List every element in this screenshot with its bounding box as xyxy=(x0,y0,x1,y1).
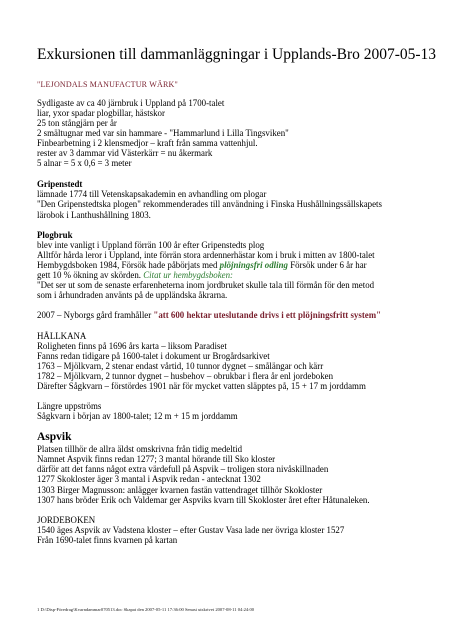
hallkana-line: 1763 – Mjölkvarn, 2 stenar endast vårtid, 10 tunnor dygnet – smålängar och kärr xyxy=(37,361,324,372)
plogbruk-quote: som i århundraden använts på de uppländska åkrarna. xyxy=(37,289,228,300)
plogbruk-text: Hembygdsboken 1984, Försök hade påbörjats med xyxy=(37,259,220,270)
plogbruk-text: Försök under 6 år har xyxy=(287,259,367,270)
document-body xyxy=(37,80,429,545)
plogbruk-line: blev inte vanligt i Uppland förrän 100 år efter Gripenstedts plog xyxy=(37,239,265,250)
upstream-line: Sågkvarn i början av 1800-talet; 12 m + 15 m jorddamm xyxy=(37,411,238,422)
aspvik-line: 1303 Birger Magnusson: anlägger kvarnen fastän vattendraget tillhör Skokloster xyxy=(37,484,323,495)
lejondals-line: Sydligaste av ca 40 järnbruk i Uppland på 1700-talet xyxy=(37,98,225,109)
hallkana-line: Fanns redan tidigare på 1600-talet i dokument ur Brogårdsarkivet xyxy=(37,351,270,362)
aspvik-line: därför att det fanns något extra värdefull på Aspvik – troligen stora nivåskillnaden xyxy=(37,464,329,475)
aspvik-line: Namnet Aspvik finns redan 1277; 3 mantal hörande till Sko kloster xyxy=(37,454,276,465)
gripenstedt-line: "Den Gripenstedtska plogen" rekommenderades till användning i Finska Hushållningssällskapets xyxy=(37,199,382,210)
nyborgs-line xyxy=(37,310,429,320)
lejondals-line: Finbearbetning i 2 klensmedjor – kraft från samma vattenhjul. xyxy=(37,138,258,149)
aspvik-line: 1277 Skokloster äger 3 mantal i Aspvik redan - antecknat 1302 xyxy=(37,474,261,485)
plogbruk-heading: Plogbruk xyxy=(37,229,73,240)
plogbruk-line xyxy=(37,270,429,280)
lejondals-heading: "LEJONDALS MANUFACTUR WÄRK" xyxy=(37,80,178,89)
lejondals-line: rester av 3 dammar vid Västerkärr = nu åkermark xyxy=(37,148,213,159)
section-lejondals xyxy=(37,80,429,168)
section-hallkana xyxy=(37,331,429,421)
section-jordeboken xyxy=(37,515,429,545)
plogbruk-quote: "Det ser ut som de senaste erfarenheterna inom jordbruket skulle tala till förmån för den metod xyxy=(37,279,375,290)
jordeboken-line: Från 1690-talet finns kvarnen på kartan xyxy=(37,534,178,545)
nyborgs-quote-highlight: "att 600 hektar uteslutande drivs i ett plöjningsfritt system" xyxy=(153,309,382,320)
hallkana-heading: HÅLLKANA xyxy=(37,330,87,341)
nyborgs-text: 2007 – Nyborgs gård framhåller xyxy=(37,309,154,320)
gripenstedt-line: lärobok i Lanthushållning 1803. xyxy=(37,209,151,220)
lejondals-line: 5 alnar = 5 x 0,6 = 3 meter xyxy=(37,158,132,169)
plogbruk-line xyxy=(37,260,429,270)
jordeboken-line: 1540 äges Aspvik av Vadstena kloster – efter Gustav Vasa lade ner övriga kloster 1527 xyxy=(37,524,345,535)
page-footer: 1 D:\Disp-Föredrag\Kvarndammar070513.doc Skapat den 2007-05-11 17:36:00 Senast utskrivet 2007-08-11 04:24:00 xyxy=(37,607,255,612)
plogbruk-line: Alltför hårda leror i Uppland, inte förrän stora ardennerhästar kom i bruk i mitten av 1800-talet xyxy=(37,249,375,260)
section-plogbruk xyxy=(37,230,429,300)
section-gripenstedt xyxy=(37,179,429,219)
page-title: Exkursionen till dammanläggningar i Upplands-Bro 2007-05-13 xyxy=(37,46,437,63)
plogningsfri-odling-highlight: plöjningsfri odling xyxy=(219,259,288,270)
gripenstedt-heading: Gripenstedt xyxy=(37,179,83,190)
hallkana-line: 1782 – Mjölkvarn, 2 tunnor dygnet – husbehov – obrukbar i flera år enl jordeboken xyxy=(37,371,334,382)
section-aspvik xyxy=(37,431,429,504)
lejondals-line: 25 ton stångjärn per år xyxy=(37,118,117,129)
aspvik-line: Platsen tillhör de allra äldst omskrivna från tidig medeltid xyxy=(37,444,243,455)
upstream-heading: Längre uppströms xyxy=(37,401,102,412)
plogbruk-text: gett 10 % ökning av skörden. xyxy=(37,269,144,280)
lejondals-line: liar, yxor spadar plogbillar, hästskor xyxy=(37,108,165,119)
jordeboken-heading: JORDEBOKEN xyxy=(37,514,96,525)
citat-label: Citat ur hembygdsboken: xyxy=(143,269,233,280)
hallkana-line: Därefter Sågkvarn – förstördes 1901 när för mycket vatten släpptes på, 15 + 17 m jorddamm xyxy=(37,381,366,392)
section-nyborgs xyxy=(37,310,429,320)
lejondals-line: 2 smältugnar med var sin hammare - "Hammarlund i Lilla Tingsviken" xyxy=(37,128,289,139)
gripenstedt-line: lämnade 1774 till Vetenskapsakademin en avhandling om plogar xyxy=(37,189,267,200)
hallkana-line: Roligheten finns på 1696 års karta – liksom Paradiset xyxy=(37,340,227,351)
aspvik-line: 1307 hans bröder Erik och Valdemar ger Aspviks kvarn till Skokloster året efter Håtunaleken. xyxy=(37,494,370,505)
aspvik-heading: Aspvik xyxy=(37,431,72,444)
